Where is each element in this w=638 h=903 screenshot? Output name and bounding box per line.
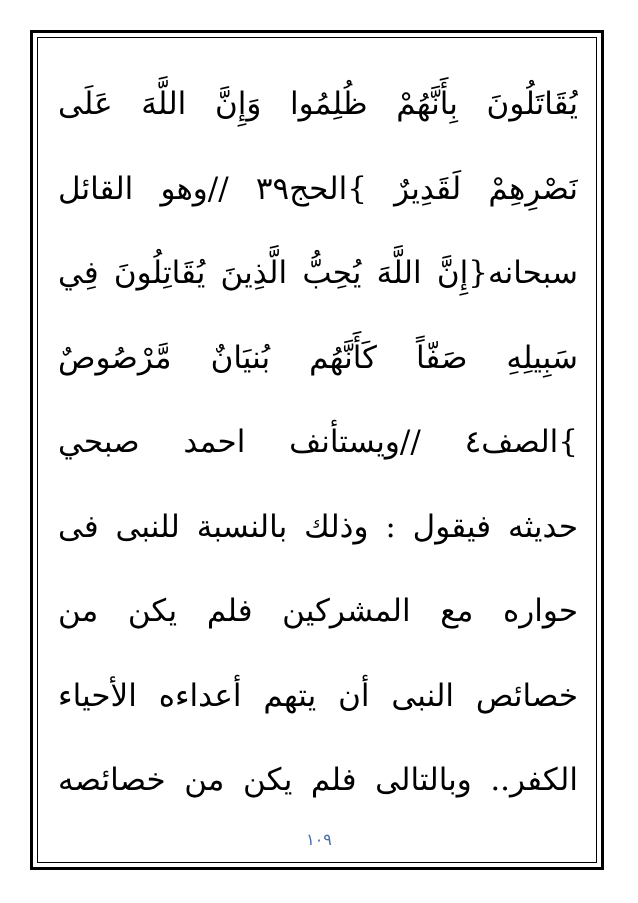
text-line-8: خصائص النبى أن يتهم أعداءه الأحياء <box>58 677 578 714</box>
text-line-4: سَبِيلِهِ صَفّاً كَأَنَّهُم بُنيَانٌ مَّرْصُوصٌ <box>58 339 578 376</box>
text-line-6: حديثه فيقول : وذلك بالنسبة للنبى فى <box>58 508 578 545</box>
page-number: ١٠٩ <box>306 830 332 849</box>
body-text <box>58 62 578 823</box>
text-line-3: سبحانه{إِنَّ اللَّهَ يُحِبُّ الَّذِينَ يُقَاتِلُونَ فِي <box>58 255 578 291</box>
text-line-5: }الصف٤ //ويستأنف احمد صبحي <box>58 424 578 460</box>
text-line-2: نَصْرِهِمْ لَقَدِيرٌ }الحج٣٩ //وهو القائل <box>58 170 578 207</box>
text-line-7: حواره مع المشركين فلم يكن من <box>58 593 578 629</box>
text-line-9: الكفر.. وبالتالى فلم يكن من خصائصه <box>58 762 578 798</box>
text-line-1: يُقَاتَلُونَ بِأَنَّهُمْ ظُلِمُوا وَإِنَّ اللَّهَ عَلَى <box>58 86 578 122</box>
